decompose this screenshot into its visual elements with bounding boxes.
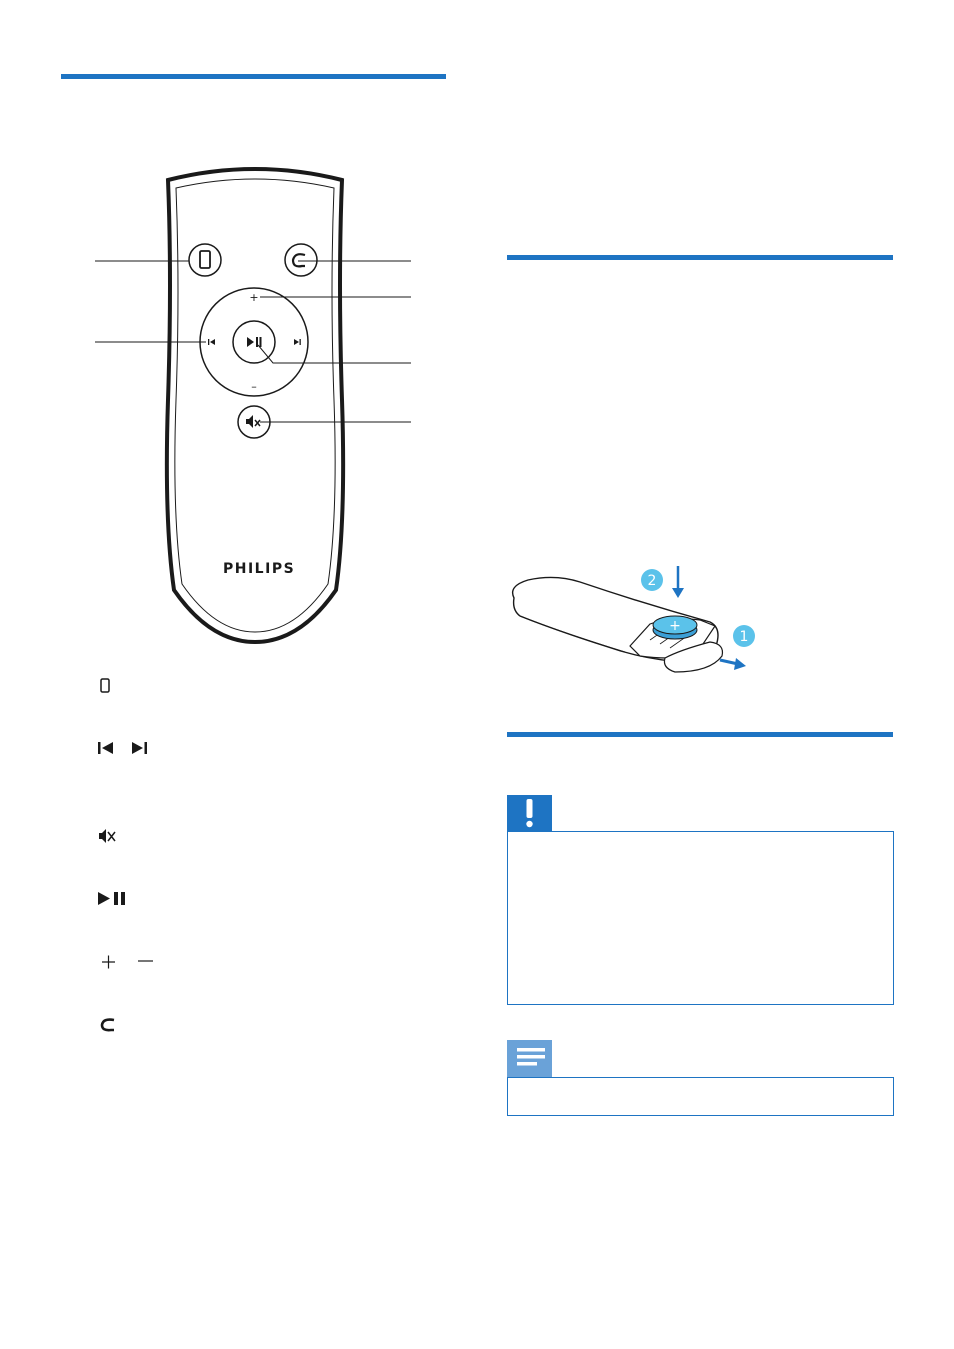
caution-box [507, 831, 894, 1005]
exclamation-icon [507, 795, 552, 832]
volume-down-icon: – [251, 380, 257, 393]
remote-brand-label: PHILIPS [223, 561, 296, 577]
right-arrow-icon [734, 658, 746, 670]
phone-icon [99, 678, 111, 694]
volume-plus-minus-icons [101, 954, 155, 970]
right-section-rule-1 [507, 255, 893, 260]
source-icon [100, 1017, 118, 1033]
down-arrow-icon [672, 588, 684, 598]
caution-badge [507, 795, 552, 832]
left-section-rule [61, 74, 446, 79]
step-2-label: 2 [647, 573, 657, 589]
note-badge [507, 1040, 552, 1078]
previous-next-icons [98, 741, 152, 755]
note-lines-icon [507, 1040, 552, 1078]
remote-phone-button [189, 244, 221, 276]
volume-up-icon: + [249, 291, 259, 304]
battery-polarity-label: + [669, 618, 681, 634]
note-box [507, 1077, 894, 1116]
mute-icon [99, 828, 117, 844]
step-1-label: 1 [739, 629, 749, 645]
play-pause-icon [98, 892, 132, 906]
battery-replacement-illustration [500, 560, 800, 680]
remote-source-button [285, 244, 317, 276]
right-section-rule-2 [507, 732, 893, 737]
